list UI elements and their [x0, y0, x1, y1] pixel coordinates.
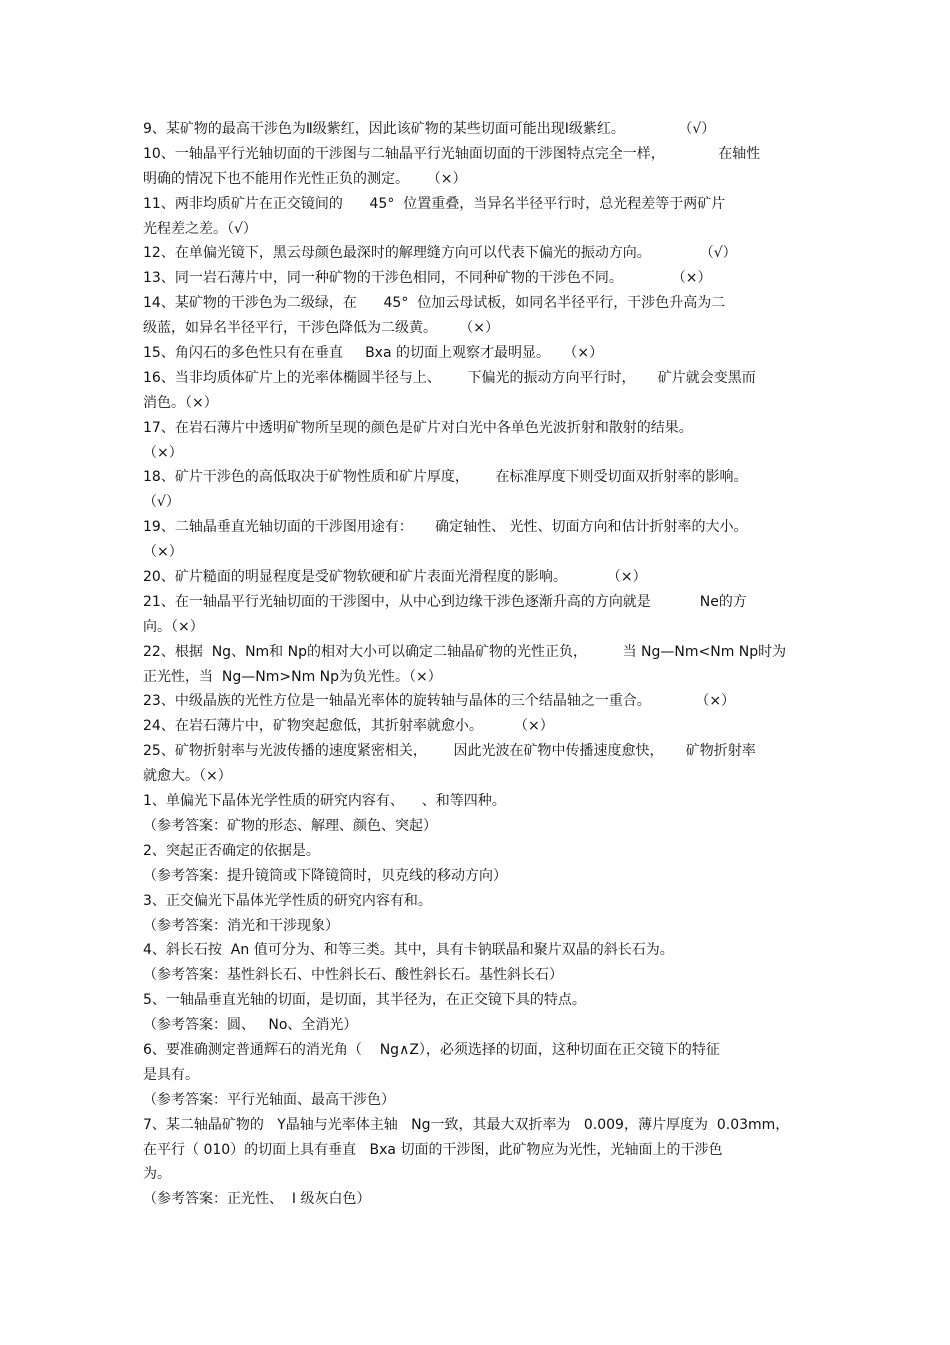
text-line: （参考答案：圆、 No、全消光） [143, 1017, 358, 1034]
text-line: 在平行（ 010）的切面上具有垂直 Bxa 切面的干涉图，此矿物应为光性，光轴面上的干涉色 [143, 1141, 723, 1158]
text-line: 是具有。 [143, 1066, 199, 1083]
text-line: 3、正交偏光下晶体光学性质的研究内容有和。 [143, 892, 432, 909]
text-line: 光程差之差。（√） [143, 220, 257, 237]
text-line: （参考答案：基性斜长石、中性斜长石、酸性斜长石。基性斜长石） [143, 967, 563, 984]
text-line: 12、在单偏光镜下，黑云母颜色最深时的解理缝方向可以代表下偏光的振动方向。 （√） [143, 245, 737, 262]
text-line: （√） [143, 494, 180, 511]
text-line: 18、矿片干涉色的高低取决于矿物性质和矿片厚度， 在标准厚度下则受切面双折射率的影响。 [143, 469, 748, 486]
text-line: 2、突起正否确定的依据是。 [143, 842, 320, 859]
document-body [143, 117, 808, 1212]
text-line: （参考答案：消光和干涉现象） [143, 917, 339, 934]
text-line: 明确的情况下也不能用作光性正负的测定。 （×） [143, 170, 467, 187]
text-line: 13、同一岩石薄片中，同一种矿物的干涉色相同，不同种矿物的干涉色不同。 （×） [143, 270, 712, 287]
text-line: 14、某矿物的干涉色为二级绿，在 45° 位加云母试板，如同名半径平行，干涉色升高为二 [143, 295, 726, 312]
text-line: （×） [143, 444, 183, 461]
text-line: 9、某矿物的最高干涉色为Ⅱ级紫红，因此该矿物的某些切面可能出现Ⅰ级紫红。 （√） [143, 121, 716, 137]
text-line: 22、根据 Ng、Nm和 Np的相对大小可以确定二轴晶矿物的光性正负， 当 Ng—Nm<Nm Np时为 [143, 643, 787, 660]
text-line: 5、一轴晶垂直光轴的切面，是切面，其半径为，在正交镜下具的特点。 [143, 992, 586, 1009]
text-line: 消色。（×） [143, 394, 218, 411]
text-line: 15、角闪石的多色性只有在垂直 Bxa 的切面上观察才最明显。 （×） [143, 345, 604, 362]
text-line: 正光性，当 Ng—Nm>Nm Np为负光性。（×） [143, 668, 442, 685]
text-line: 10、一轴晶平行光轴切面的干涉图与二轴晶平行光轴面切面的干涉图特点完全一样， 在轴性 [143, 145, 761, 162]
text-line: 23、中级晶族的光性方位是一轴晶光率体的旋转轴与晶体的三个结晶轴之一重合。 （×） [143, 693, 736, 710]
text-line: 4、斜长石按 An 值可分为、和等三类。其中，具有卡钠联晶和聚片双晶的斜长石为。 [143, 942, 674, 959]
text-line: （参考答案：矿物的形态、解理、颜色、突起） [143, 817, 437, 834]
text-line: 17、在岩石薄片中透明矿物所呈现的颜色是矿片对白光中各单色光波折射和散射的结果。 [143, 419, 693, 436]
text-line: （参考答案：平行光轴面、最高干涉色） [143, 1091, 395, 1108]
text-line: 就愈大。（×） [143, 768, 232, 785]
text-line: 为。 [143, 1166, 171, 1183]
text-line: 7、某二轴晶矿物的 Y晶轴与光率体主轴 Ng一致，其最大双折率为 0.009，薄片厚度为 0.03mm， [143, 1116, 790, 1133]
text-line: 25、矿物折射率与光波传播的速度紧密相关， 因此光波在矿物中传播速度愈快， 矿物折射率 [143, 743, 756, 760]
text-line: （参考答案：正光性、 Ⅰ 级灰白色） [143, 1191, 371, 1208]
text-line: 24、在岩石薄片中，矿物突起愈低，其折射率就愈小。 （×） [143, 718, 554, 735]
text-line: 20、矿片糙面的明显程度是受矿物软硬和矿片表面光滑程度的影响。 （×） [143, 569, 647, 586]
text-line: （参考答案：提升镜筒或下降镜筒时，贝克线的移动方向） [143, 867, 507, 884]
text-line: 1、单偏光下晶体光学性质的研究内容有、 、和等四种。 [143, 793, 506, 810]
text-line: 级蓝，如异名半径平行，干涉色降低为二级黄。 （×） [143, 320, 499, 337]
text-line: 21、在一轴晶平行光轴切面的干涉图中，从中心到边缘干涉色逐渐升高的方向就是 Ne的方 [143, 593, 747, 610]
text-line: 6、要准确测定普通辉石的消光角（ Ng∧Z），必须选择的切面，这种切面在正交镜下的特征 [143, 1041, 720, 1058]
text-line: 19、二轴晶垂直光轴切面的干涉图用途有： 确定轴性、 光性、切面方向和估计折射率的大小。 [143, 519, 748, 536]
text-line: 11、两非均质矿片在正交镜间的 45° 位置重叠，当异名半径平行时，总光程差等于两矿片 [143, 195, 726, 212]
text-line: 向。（×） [143, 618, 204, 635]
text-line: 16、当非均质体矿片上的光率体椭圆半径与上、 下偏光的振动方向平行时， 矿片就会变黑而 [143, 369, 756, 386]
text-line: （×） [143, 544, 183, 561]
